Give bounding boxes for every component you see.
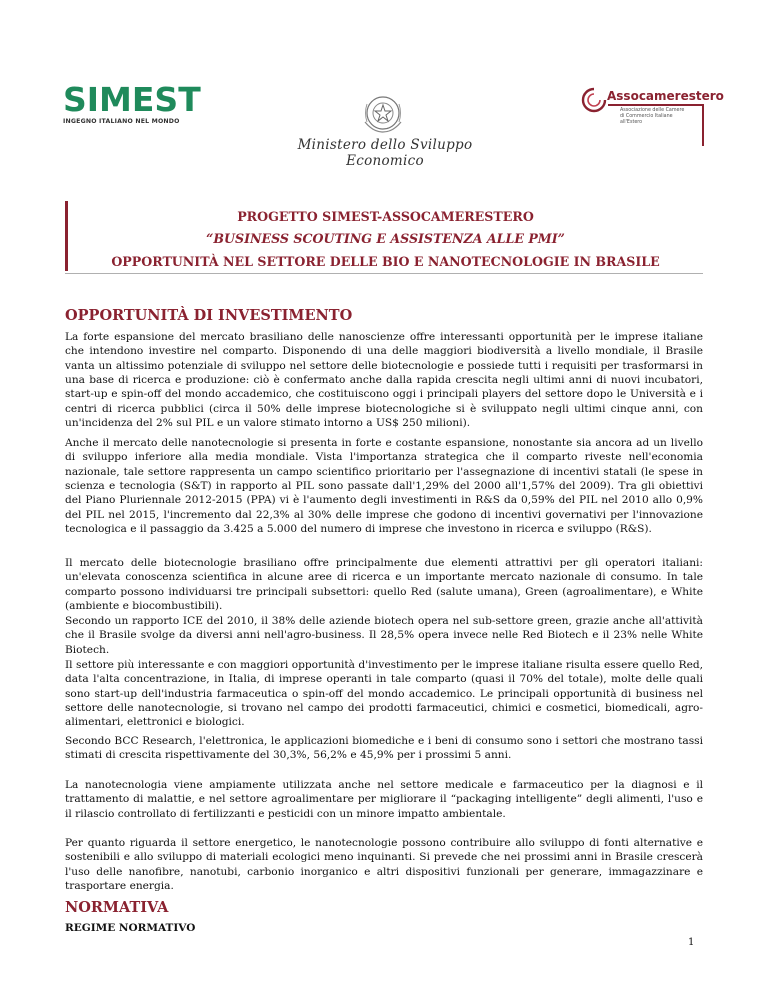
republic-emblem-icon: [361, 92, 405, 134]
assoc-logo-rule: [608, 104, 704, 106]
section-heading-investimento: OPPORTUNITÀ DI INVESTIMENTO: [65, 307, 353, 324]
page-number: 1: [688, 937, 695, 948]
assoc-logo-vrule: [702, 104, 704, 146]
title-divider: [65, 273, 703, 274]
paragraph: Secondo un rapporto ICE del 2010, il 38% delle aziende biotech opera nel sub-settore green, grazie anche all'attività che il Brasile svolge da diversi anni nell'agro-business. Il 28,5% opera invece nelle Red Biotech e il 23% nelle White Biotech.: [65, 615, 703, 656]
title-block: [65, 201, 703, 271]
paragraph: La nanotecnologia viene ampiamente utilizzata anche nel settore medicale e farmaceutico per la diagnosi e il trattamento di malattie, e nel settore agroalimentare per migliorare il “packaging intelligente” degli alimenti, l'uso e il rilascio controllato di fertilizzanti e pesticidi con un minore impatto ambientale.: [65, 779, 703, 820]
subheading-regime-normativo: REGIME NORMATIVO: [65, 922, 196, 934]
assoc-swirl-icon: [580, 86, 608, 114]
assocamerestero-logo: [580, 86, 724, 166]
paragraph: Anche il mercato delle nanotecnologie si presenta in forte e costante espansione, nonostante sia ancora ad un livello di sviluppo inferiore alla media mondiale. Vista l'importanza strategica che il comparto riveste nell'economia nazionale, tale settore rappresenta un campo scientifico prioritario per l'assegnazione di incentivi statali (le spese in scienza e tecnologia (S&T) in rapporto al PIL sono passate dall'1,29% del 2000 all'1,57% del 2009). Tra gli obiettivi del Piano Pluriennale 2012-2015 (PPA) vi è l'aumento degli investimenti in R&S da 0,59% del PIL nel 2010 allo 0,9% del PIL nel 2015, l'incremento dal 22,3% al 30% delle imprese che godono di incentivi governativi per l'innovazione tecnologica e il passaggio da 3.425 a 5.000 del numero di imprese che investono in ricerca e sviluppo (R&S).: [65, 437, 703, 536]
paragraph: La forte espansione del mercato brasiliano delle nanoscienze offre interessanti opportunità per le imprese italiane che intendono investire nel comparto. Disponendo di una delle maggiori biodiversità a livello mondiale, il Brasile vanta un altissimo potenziale di sviluppo nel settore delle biotecnologie e possiede tutti i requisiti per trasformarsi in una base di ricerca e produzione: ciò è confermato anche dalla rapida crescita negli ultimi anni di nuovi incubatori, start-up e spin-off del mondo accademico, che costituiscono oggi i principali players del settore dopo le Università e i centri di ricerca pubblici (circa il 50% delle imprese biotecnologiche si è sviluppato negli ultimi cinque anni, con un'incidenza del 2% sul PIL e un valore stimato intorno a US$ 250 milioni).: [65, 331, 703, 430]
title-line-2: “BUSINESS SCOUTING E ASSISTENZA ALLE PMI”: [206, 231, 565, 246]
assoc-logo-text: Assocamerestero: [607, 89, 724, 103]
assoc-subtitle: Associazione delle Camere di Commercio Italiane all'Estero: [620, 108, 685, 125]
title-line-1: PROGETTO SIMEST-ASSOCAMERESTERO: [237, 209, 534, 224]
paragraph: Per quanto riguarda il settore energetico, le nanotecnologie possono contribuire allo sviluppo di fonti alternative e sostenibili e allo sviluppo di materiali ecologici meno inquinanti. Si prevede che nei prossimi anni in Brasile crescerà l'uso delle nanofibre, nanotubi, carbonio inorganico e altri dispositivi funzionali per generare, immagazzinare e trasportare energia.: [65, 837, 703, 893]
simest-logo: [63, 80, 201, 125]
paragraph: Il settore più interessante e con maggiori opportunità d'investimento per le imprese italiane risulta essere quello Red, data l'alta concentrazione, in Italia, di imprese operanti in tale comparto (quasi il 70% del totale), molte delle quali sono start-up dell'industria farmaceutica o spin-off del mondo accademico. Le principali opportunità di business nel settore delle nanotecnologie, si trovano nel campo dei prodotti farmaceutici, chimici e cosmetici, biomedicali, agro-alimentari, elettronici e biologici.: [65, 659, 703, 729]
paragraph: Il mercato delle biotecnologie brasiliano offre principalmente due elementi attrattivi per gli operatori italiani: un'elevata conoscenza scientifica in alcune aree di ricerca e un importante mercato nazionale di consumo. In tale comparto possono individuarsi tre principali subsettori: quello Red (salute umana), Green (agroalimentare), e White (ambiente e biocombustibili).: [65, 557, 703, 613]
simest-logo-text: SIMEST: [63, 80, 201, 119]
title-line-3: OPPORTUNITÀ NEL SETTORE DELLE BIO E NANOTECNOLOGIE IN BRASILE: [111, 254, 660, 269]
paragraph: Secondo BCC Research, l'elettronica, le applicazioni biomediche e i beni di consumo sono i settori che mostrano tassi stimati di crescita rispettivamente del 30,3%, 56,2% e 45,9% per i prossimi 5 anni.: [65, 735, 703, 762]
simest-tagline: INGEGNO ITALIANO NEL MONDO: [63, 118, 180, 125]
ministry-name: Ministero dello Sviluppo Economico: [297, 137, 473, 169]
section-heading-normativa: NORMATIVA: [65, 899, 169, 916]
